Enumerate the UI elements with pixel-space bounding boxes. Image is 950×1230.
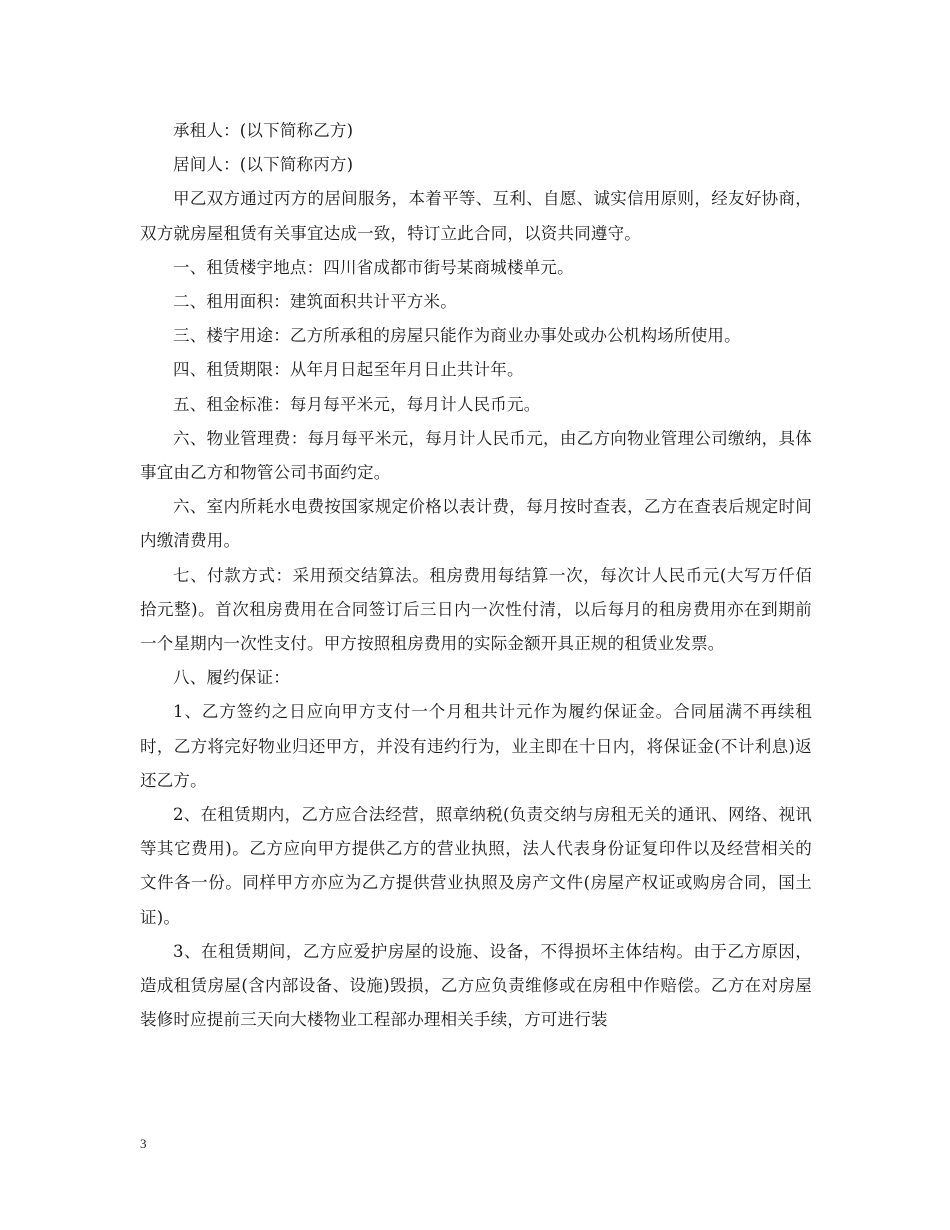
paragraph-clause-payment: 七、付款方式：采用预交结算法。租房费用每结算一次，每次计人民币元(大写万仟佰拾元整)。首次租房费用在合同签订后三日内一次性付清，以后每月的租房费用亦在到期前一个星期内一次性支付。甲方按照租房费用的实际金额开具正规的租赁业发票。	[140, 565, 812, 654]
paragraph-guarantee-item-2: 2、在租赁期内，乙方应合法经营，照章纳税(负责交纳与房租无关的通讯、网络、视讯等其它费用)。乙方应向甲方提供乙方的营业执照，法人代表身份证复印件以及经营相关的文件各一份。同样甲方亦应为乙方提供营业执照及房产文件(房屋产权证或购房合同，国土证)。	[140, 805, 812, 927]
paragraph-clause-guarantee: 八、履约保证：	[173, 668, 290, 688]
page-number: 3	[140, 1136, 147, 1151]
paragraph-guarantee-item-3: 3、在租赁期间，乙方应爱护房屋的设施、设备，不得损坏主体结构。由于乙方原因，造成租赁房屋(含内部设备、设施)毁损，乙方应负责维修或在房租中作赔偿。乙方在对房屋装修时应提前三天向大楼物业工程部办理相关手续，方可进行装	[140, 941, 812, 1030]
document-body	[140, 114, 812, 1037]
paragraph-preamble: 甲乙双方通过丙方的居间服务，本着平等、互利、自愿、诚实信用原则，经友好协商，双方就房屋租赁有关事宜达成一致，特订立此合同，以资共同遵守。	[140, 189, 812, 243]
paragraph-clause-rent: 五、租金标准：每月每平米元，每月计人民币元。	[173, 394, 541, 414]
paragraph-clause-term: 四、租赁期限：从年月日起至年月日止共计年。	[173, 360, 524, 380]
paragraph-clause-usage: 三、楼宇用途：乙方所承租的房屋只能作为商业办事处或办公机构场所使用。	[173, 326, 741, 346]
paragraph-clause-area: 二、租用面积：建筑面积共计平方米。	[173, 292, 457, 312]
paragraph-lessee: 承租人：(以下简称乙方)	[173, 121, 354, 140]
paragraph-clause-location: 一、租赁楼宇地点：四川省成都市街号某商城楼单元。	[173, 257, 574, 277]
paragraph-guarantee-item-1: 1、乙方签约之日应向甲方支付一个月租共计元作为履约保证金。合同届满不再续租时，乙方将完好物业归还甲方，并没有违约行为，业主即在十日内，将保证金(不计利息)返还乙方。	[140, 702, 812, 790]
paragraph-clause-management-fee: 六、物业管理费：每月每平米元，每月计人民币元，由乙方向物业管理公司缴纳，具体事宜由乙方和物管公司书面约定。	[140, 428, 812, 483]
paragraph-intermediary: 居间人：(以下简称丙方)	[173, 155, 354, 175]
paragraph-clause-utilities: 六、室内所耗水电费按国家规定价格以表计费，每月按时查表，乙方在查表后规定时间内缴清费用。	[140, 497, 812, 551]
